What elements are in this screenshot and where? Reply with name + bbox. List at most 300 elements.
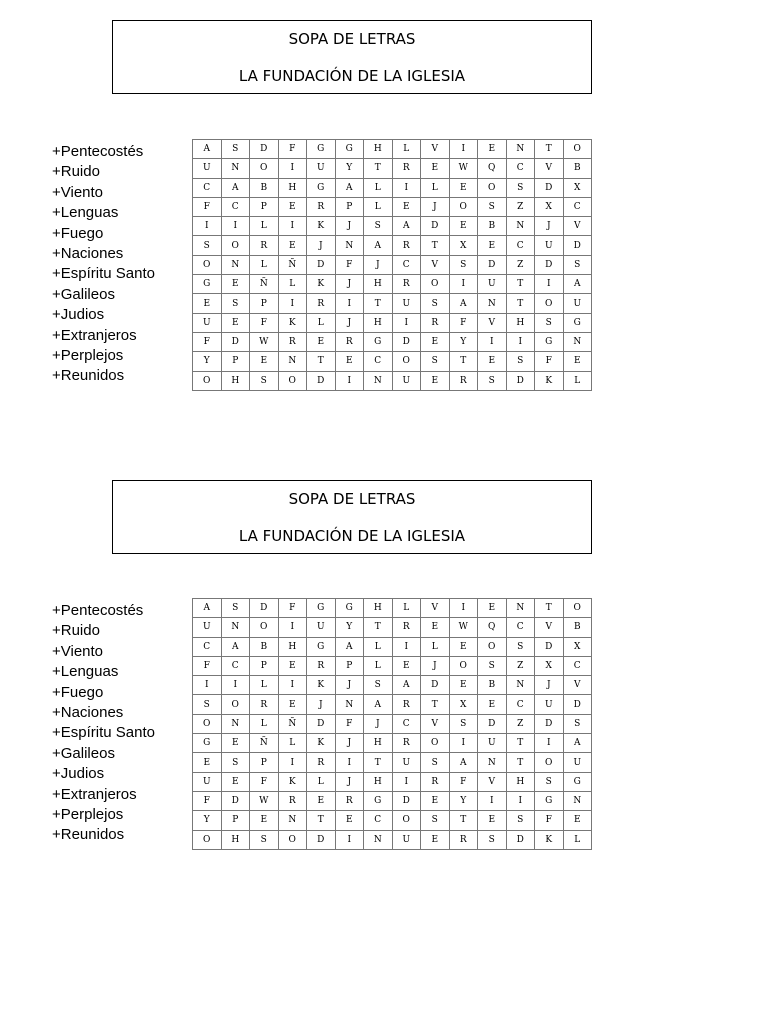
grid-cell: P <box>250 197 279 216</box>
grid-cell: U <box>392 830 421 849</box>
word-list-item: +Ruido <box>52 163 100 181</box>
grid-cell: R <box>392 695 421 714</box>
grid-cell: E <box>478 352 507 371</box>
grid-cell: E <box>478 140 507 159</box>
grid-cell: A <box>364 695 393 714</box>
grid-cell: U <box>193 618 222 637</box>
grid-cell: S <box>421 811 450 830</box>
grid-cell: B <box>478 676 507 695</box>
grid-cell: N <box>221 255 250 274</box>
grid-cell: S <box>478 197 507 216</box>
grid-cell: P <box>250 294 279 313</box>
grid-cell: I <box>221 217 250 236</box>
grid-cell: C <box>392 714 421 733</box>
grid-cell: I <box>278 753 307 772</box>
grid-cell: P <box>335 656 364 675</box>
grid-cell: K <box>535 830 564 849</box>
word-list-item: +Espíritu Santo <box>52 724 155 742</box>
grid-cell: U <box>307 159 336 178</box>
grid-cell: T <box>506 734 535 753</box>
grid-cell: E <box>449 637 478 656</box>
grid-cell: L <box>421 178 450 197</box>
grid-row <box>193 772 592 791</box>
grid-cell: K <box>307 275 336 294</box>
grid-cell: N <box>221 618 250 637</box>
grid-cell: J <box>307 695 336 714</box>
grid-cell: K <box>278 772 307 791</box>
grid-cell: C <box>364 352 393 371</box>
grid-cell: E <box>278 197 307 216</box>
grid-cell: F <box>250 772 279 791</box>
grid-cell: O <box>449 197 478 216</box>
grid-cell: C <box>193 178 222 197</box>
grid-cell: G <box>335 140 364 159</box>
grid-cell: C <box>364 811 393 830</box>
grid-cell: U <box>307 618 336 637</box>
grid-cell: G <box>535 791 564 810</box>
grid-cell: F <box>335 255 364 274</box>
grid-cell: S <box>535 313 564 332</box>
grid-cell: I <box>392 772 421 791</box>
grid-cell: N <box>506 676 535 695</box>
grid-row <box>193 217 592 236</box>
grid-cell: S <box>478 830 507 849</box>
grid-cell: J <box>307 236 336 255</box>
word-list <box>52 142 155 387</box>
grid-cell: R <box>392 159 421 178</box>
grid-cell: I <box>535 734 564 753</box>
grid-cell: K <box>535 371 564 390</box>
word-list-item: +Galileos <box>52 285 115 303</box>
grid-cell: Y <box>335 159 364 178</box>
grid-cell: S <box>449 255 478 274</box>
grid-cell: O <box>193 371 222 390</box>
grid-cell: B <box>250 637 279 656</box>
grid-cell: J <box>535 676 564 695</box>
grid-cell: U <box>535 695 564 714</box>
grid-cell: I <box>193 676 222 695</box>
grid-cell: S <box>250 371 279 390</box>
grid-cell: R <box>392 275 421 294</box>
grid-cell: E <box>278 236 307 255</box>
grid-cell: E <box>449 178 478 197</box>
grid-cell: A <box>221 637 250 656</box>
grid-cell: Y <box>449 332 478 351</box>
grid-cell: R <box>250 236 279 255</box>
grid-cell: O <box>250 159 279 178</box>
grid-cell: O <box>250 618 279 637</box>
grid-cell: U <box>193 772 222 791</box>
grid-cell: E <box>421 791 450 810</box>
grid-cell: D <box>421 676 450 695</box>
grid-cell: D <box>392 791 421 810</box>
title-box <box>112 20 592 94</box>
grid-cell: S <box>250 830 279 849</box>
grid-cell: S <box>478 656 507 675</box>
grid-cell: S <box>563 714 592 733</box>
grid-cell: V <box>535 618 564 637</box>
grid-cell: A <box>221 178 250 197</box>
grid-cell: D <box>392 332 421 351</box>
grid-cell: D <box>535 637 564 656</box>
grid-cell: P <box>335 197 364 216</box>
grid-cell: R <box>392 734 421 753</box>
grid-cell: E <box>421 332 450 351</box>
grid-cell: A <box>364 236 393 255</box>
grid-cell: S <box>221 753 250 772</box>
grid-cell: O <box>535 753 564 772</box>
grid-cell: N <box>563 332 592 351</box>
grid-cell: O <box>563 599 592 618</box>
grid-cell: T <box>449 352 478 371</box>
word-list-item: +Extranjeros <box>52 785 137 803</box>
grid-row <box>193 637 592 656</box>
grid-cell: B <box>563 159 592 178</box>
grid-cell: X <box>535 197 564 216</box>
grid-row <box>193 676 592 695</box>
word-list-item: +Fuego <box>52 683 104 701</box>
grid-cell: E <box>221 275 250 294</box>
word-list-item: +Naciones <box>52 245 124 263</box>
grid-cell: N <box>478 294 507 313</box>
grid-cell: K <box>307 217 336 236</box>
grid-cell: F <box>193 197 222 216</box>
grid-cell: I <box>278 294 307 313</box>
grid-cell: U <box>563 753 592 772</box>
grid-cell: N <box>278 352 307 371</box>
grid-cell: A <box>449 294 478 313</box>
grid-cell: G <box>193 275 222 294</box>
grid-cell: E <box>193 294 222 313</box>
grid-cell: T <box>535 140 564 159</box>
grid-cell: S <box>506 352 535 371</box>
grid-cell: B <box>250 178 279 197</box>
word-list-item: +Espíritu Santo <box>52 265 155 283</box>
grid-cell: O <box>221 695 250 714</box>
grid-row <box>193 159 592 178</box>
word-list-item: +Pentecostés <box>52 143 144 160</box>
word-list-item: +Fuego <box>52 224 104 242</box>
word-list-item: +Reunidos <box>52 826 125 844</box>
grid-cell: V <box>421 599 450 618</box>
grid-cell: R <box>307 753 336 772</box>
grid-cell: D <box>221 791 250 810</box>
grid-cell: H <box>364 599 393 618</box>
grid-cell: Z <box>506 714 535 733</box>
grid-cell: D <box>307 371 336 390</box>
grid-cell: L <box>364 197 393 216</box>
grid-cell: G <box>335 599 364 618</box>
grid-row <box>193 714 592 733</box>
grid-row <box>193 255 592 274</box>
grid-cell: U <box>478 275 507 294</box>
grid-cell: E <box>421 830 450 849</box>
grid-cell: D <box>506 830 535 849</box>
grid-cell: I <box>278 217 307 236</box>
grid-cell: T <box>506 753 535 772</box>
grid-cell: K <box>307 676 336 695</box>
grid-cell: N <box>563 791 592 810</box>
grid-cell: O <box>478 637 507 656</box>
title-box <box>112 480 592 554</box>
letter-grid <box>192 139 592 391</box>
grid-cell: N <box>506 140 535 159</box>
grid-cell: H <box>278 637 307 656</box>
grid-cell: V <box>535 159 564 178</box>
grid-cell: R <box>392 236 421 255</box>
grid-cell: I <box>278 676 307 695</box>
grid-cell: J <box>335 313 364 332</box>
grid-cell: L <box>364 637 393 656</box>
grid-row <box>193 332 592 351</box>
grid-cell: I <box>392 313 421 332</box>
grid-cell: S <box>506 811 535 830</box>
grid-cell: F <box>193 332 222 351</box>
grid-cell: A <box>392 676 421 695</box>
grid-cell: N <box>278 811 307 830</box>
grid-cell: H <box>278 178 307 197</box>
grid-cell: I <box>506 791 535 810</box>
grid-cell: X <box>449 236 478 255</box>
grid-cell: S <box>421 352 450 371</box>
grid-cell: O <box>478 178 507 197</box>
grid-cell: U <box>535 236 564 255</box>
grid-cell: R <box>421 772 450 791</box>
grid-cell: E <box>449 676 478 695</box>
grid-cell: E <box>221 734 250 753</box>
grid-cell: D <box>478 255 507 274</box>
grid-row <box>193 352 592 371</box>
grid-cell: I <box>221 676 250 695</box>
grid-cell: D <box>307 830 336 849</box>
grid-cell: R <box>307 294 336 313</box>
grid-cell: Y <box>335 618 364 637</box>
grid-cell: L <box>278 275 307 294</box>
grid-cell: X <box>563 637 592 656</box>
word-list-item: +Pentecostés <box>52 602 144 619</box>
grid-cell: E <box>335 352 364 371</box>
grid-cell: S <box>221 599 250 618</box>
grid-row <box>193 236 592 255</box>
grid-cell: S <box>506 637 535 656</box>
grid-cell: A <box>335 637 364 656</box>
grid-cell: D <box>563 695 592 714</box>
grid-cell: O <box>392 811 421 830</box>
grid-cell: J <box>421 656 450 675</box>
grid-cell: V <box>563 676 592 695</box>
grid-cell: G <box>364 332 393 351</box>
grid-cell: T <box>506 294 535 313</box>
grid-row <box>193 695 592 714</box>
grid-cell: V <box>421 140 450 159</box>
grid-cell: O <box>563 140 592 159</box>
grid-cell: T <box>506 275 535 294</box>
grid-cell: P <box>250 753 279 772</box>
grid-cell: S <box>221 294 250 313</box>
grid-cell: T <box>307 811 336 830</box>
grid-cell: Z <box>506 656 535 675</box>
grid-cell: T <box>307 352 336 371</box>
word-list-item: +Lenguas <box>52 663 119 681</box>
grid-cell: E <box>250 811 279 830</box>
grid-cell: I <box>449 275 478 294</box>
grid-cell: Ñ <box>278 255 307 274</box>
grid-cell: E <box>278 695 307 714</box>
word-list-item: +Extranjeros <box>52 326 137 344</box>
grid-cell: Ñ <box>250 734 279 753</box>
grid-cell: L <box>392 599 421 618</box>
grid-cell: N <box>506 599 535 618</box>
grid-cell: S <box>478 371 507 390</box>
grid-cell: E <box>478 695 507 714</box>
word-list-item: +Ruido <box>52 622 100 640</box>
grid-cell: T <box>421 695 450 714</box>
grid-cell: S <box>535 772 564 791</box>
grid-cell: W <box>449 618 478 637</box>
grid-cell: E <box>421 618 450 637</box>
grid-cell: N <box>364 830 393 849</box>
grid-row <box>193 656 592 675</box>
grid-cell: R <box>449 371 478 390</box>
grid-row <box>193 294 592 313</box>
grid-cell: S <box>364 217 393 236</box>
grid-cell: T <box>364 753 393 772</box>
grid-cell: L <box>563 371 592 390</box>
grid-cell: I <box>535 275 564 294</box>
grid-cell: F <box>250 313 279 332</box>
grid-cell: J <box>335 217 364 236</box>
grid-cell: E <box>392 656 421 675</box>
grid-cell: B <box>563 618 592 637</box>
grid-row <box>193 371 592 390</box>
grid-cell: I <box>335 371 364 390</box>
grid-cell: G <box>563 313 592 332</box>
grid-cell: E <box>307 332 336 351</box>
grid-cell: K <box>307 734 336 753</box>
grid-cell: C <box>392 255 421 274</box>
grid-cell: F <box>335 714 364 733</box>
grid-cell: W <box>449 159 478 178</box>
grid-cell: D <box>535 714 564 733</box>
grid-cell: O <box>278 371 307 390</box>
grid-cell: L <box>392 140 421 159</box>
grid-cell: N <box>478 753 507 772</box>
grid-cell: W <box>250 791 279 810</box>
grid-cell: I <box>278 159 307 178</box>
grid-row <box>193 753 592 772</box>
grid-cell: A <box>563 275 592 294</box>
grid-cell: I <box>449 140 478 159</box>
grid-cell: O <box>421 275 450 294</box>
grid-cell: D <box>250 140 279 159</box>
grid-cell: E <box>421 371 450 390</box>
grid-cell: I <box>278 618 307 637</box>
grid-cell: L <box>250 714 279 733</box>
grid-cell: D <box>535 255 564 274</box>
word-list-item: +Naciones <box>52 704 124 722</box>
grid-cell: S <box>193 695 222 714</box>
grid-cell: L <box>250 217 279 236</box>
grid-cell: H <box>221 830 250 849</box>
grid-cell: H <box>364 140 393 159</box>
grid-cell: E <box>421 159 450 178</box>
grid-row <box>193 275 592 294</box>
grid-cell: C <box>506 695 535 714</box>
grid-cell: L <box>563 830 592 849</box>
grid-row <box>193 791 592 810</box>
word-list-item: +Judios <box>52 765 105 783</box>
grid-cell: Y <box>193 811 222 830</box>
grid-cell: E <box>478 236 507 255</box>
grid-cell: O <box>193 714 222 733</box>
grid-cell: R <box>307 656 336 675</box>
grid-cell: I <box>335 753 364 772</box>
word-list-item: +Viento <box>52 642 104 660</box>
grid-cell: F <box>278 599 307 618</box>
grid-cell: H <box>506 313 535 332</box>
grid-cell: G <box>364 791 393 810</box>
grid-cell: H <box>364 772 393 791</box>
grid-cell: D <box>307 255 336 274</box>
word-list-item: +Galileos <box>52 744 115 762</box>
grid-cell: R <box>449 830 478 849</box>
grid-cell: O <box>449 656 478 675</box>
title-line1: SOPA DE LETRAS <box>288 30 416 48</box>
grid-cell: G <box>307 178 336 197</box>
grid-cell: U <box>193 159 222 178</box>
grid-cell: H <box>364 734 393 753</box>
grid-cell: S <box>421 753 450 772</box>
grid-cell: D <box>478 714 507 733</box>
grid-cell: O <box>535 294 564 313</box>
letter-grid <box>192 598 592 850</box>
grid-cell: N <box>221 714 250 733</box>
grid-cell: U <box>392 371 421 390</box>
grid-cell: O <box>421 734 450 753</box>
grid-cell: C <box>563 197 592 216</box>
grid-cell: F <box>535 811 564 830</box>
grid-cell: L <box>364 656 393 675</box>
grid-cell: Z <box>506 197 535 216</box>
grid-cell: S <box>449 714 478 733</box>
grid-cell: R <box>421 313 450 332</box>
grid-cell: Z <box>506 255 535 274</box>
grid-cell: E <box>278 656 307 675</box>
grid-cell: N <box>364 371 393 390</box>
grid-cell: L <box>364 178 393 197</box>
grid-cell: J <box>335 772 364 791</box>
grid-cell: S <box>506 178 535 197</box>
grid-cell: C <box>221 197 250 216</box>
grid-cell: P <box>221 811 250 830</box>
title-line2: LA FUNDACIÓN DE LA IGLESIA <box>238 527 466 545</box>
grid-cell: E <box>335 811 364 830</box>
grid-cell: S <box>421 294 450 313</box>
grid-cell: A <box>563 734 592 753</box>
grid-cell: A <box>335 178 364 197</box>
grid-cell: F <box>193 791 222 810</box>
grid-cell: U <box>392 294 421 313</box>
word-list-item: +Perplejos <box>52 806 124 824</box>
grid-cell: Q <box>478 618 507 637</box>
grid-row <box>193 178 592 197</box>
grid-cell: Ñ <box>250 275 279 294</box>
grid-cell: C <box>506 618 535 637</box>
grid-row <box>193 734 592 753</box>
grid-cell: I <box>335 830 364 849</box>
grid-cell: T <box>364 294 393 313</box>
grid-cell: P <box>250 656 279 675</box>
